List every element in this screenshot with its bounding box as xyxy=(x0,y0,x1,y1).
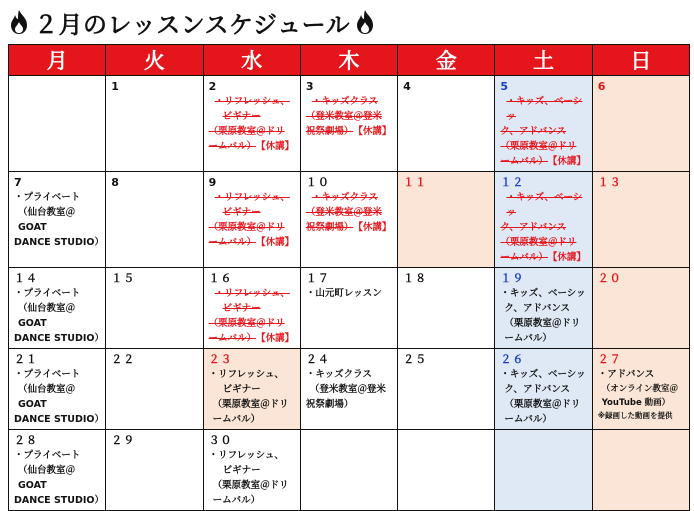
lesson-line: （仙台教室＠GOAT xyxy=(18,207,76,233)
weekday-header-row xyxy=(9,45,690,76)
lesson-line: ・プライベート xyxy=(14,450,81,461)
week-row xyxy=(9,349,690,430)
day-cell xyxy=(106,430,203,511)
day-cell xyxy=(9,268,106,349)
lesson-line: ・キッズ、ベーシッ xyxy=(506,96,583,122)
lesson-line: ・リフレッシュ、 xyxy=(214,288,290,299)
lesson-line: ームバル） xyxy=(208,237,257,248)
weekday-tue: 火 xyxy=(106,45,203,76)
lesson-line: （登米教室＠登米 xyxy=(305,111,382,122)
cancel-note: 【休講】 xyxy=(256,141,295,152)
lesson-line: （栗原教室＠ドリ xyxy=(500,237,577,248)
day-cell xyxy=(398,76,495,172)
day-number: 1 xyxy=(111,80,120,93)
lesson-line: ビギナー xyxy=(222,303,261,314)
lesson-line: ームバル） xyxy=(504,333,552,344)
day-number: １０ xyxy=(305,176,330,189)
schedule-title xyxy=(8,2,376,42)
day-number: １３ xyxy=(597,176,622,189)
day-number: １５ xyxy=(111,272,136,285)
lesson-line: ・キッズクラス xyxy=(311,192,378,203)
day-number: １８ xyxy=(403,272,428,285)
cancel-note: 【休講】 xyxy=(547,156,586,167)
cancel-note: 【休講】 xyxy=(353,126,392,137)
lesson xyxy=(14,448,104,508)
lesson-line: ・リフレッシュ、 xyxy=(214,96,290,107)
empty-day-cell xyxy=(398,430,495,511)
lesson-line: ームバル） xyxy=(212,414,261,425)
cancelled-lesson xyxy=(500,94,587,169)
lesson-line: ビギナー xyxy=(222,465,261,476)
day-number: １２ xyxy=(500,176,525,189)
lesson xyxy=(598,367,685,422)
lesson-line: YouTube 動画） xyxy=(601,398,671,408)
week-row xyxy=(9,76,690,172)
lesson-line: （仙台教室＠GOAT xyxy=(18,465,76,491)
lesson-line: （栗原教室＠ドリ xyxy=(500,141,577,152)
flame-icon xyxy=(8,9,30,35)
day-number: ２０ xyxy=(597,272,622,285)
lesson-line: ク、アドバンス xyxy=(504,303,571,314)
weekday-sat: 土 xyxy=(495,45,592,76)
day-cell xyxy=(300,76,397,172)
cancelled-lesson xyxy=(209,286,296,346)
lesson-line: ームバル） xyxy=(208,333,257,344)
day-cell xyxy=(9,172,106,268)
day-cell xyxy=(203,76,300,172)
flame-icon xyxy=(354,9,376,35)
lesson-note: ※録画した動画を提供 xyxy=(597,411,673,420)
empty-day-cell-sunday xyxy=(592,430,689,511)
lesson-line: ・キッズクラス xyxy=(311,96,378,107)
day-cell xyxy=(300,268,397,349)
lesson-line: （栗原教室＠ドリ xyxy=(208,318,285,329)
day-number: 2 xyxy=(208,80,218,93)
day-number: 9 xyxy=(208,176,218,189)
weekday-fri: 金 xyxy=(398,45,495,76)
lesson-line: DANCE STUDIO） xyxy=(14,495,104,506)
day-cell-holiday xyxy=(398,172,495,268)
day-number: ２４ xyxy=(305,353,330,366)
lesson xyxy=(14,190,104,250)
lesson-line: ・キッズ、ベーシッ xyxy=(500,288,586,299)
lesson-line: ・プライベート xyxy=(14,288,81,299)
day-number: 8 xyxy=(111,176,120,189)
cancel-note: 【休講】 xyxy=(256,237,295,248)
day-number: 7 xyxy=(14,176,23,189)
weekday-wed: 水 xyxy=(203,45,300,76)
calendar-table xyxy=(8,44,690,511)
lesson-line: ・キッズ、ベーシッ xyxy=(500,369,586,380)
day-cell xyxy=(300,349,397,430)
lesson-line: ・リフレッシュ、 xyxy=(208,369,284,380)
lesson-line: ームバル） xyxy=(504,414,552,425)
day-cell xyxy=(398,349,495,430)
lesson-line: ームバル） xyxy=(208,141,257,152)
lesson-line: ビギナー xyxy=(222,111,261,122)
day-cell-saturday xyxy=(495,172,592,268)
lesson-line: （オンライン教室＠ xyxy=(601,384,678,394)
day-number: ２５ xyxy=(403,353,428,366)
day-number: 6 xyxy=(597,80,607,93)
lesson-line: ク、アドバンス xyxy=(504,384,571,395)
lesson: ・山元町レッスン xyxy=(305,288,382,299)
lesson-line: ・アドバンス xyxy=(597,369,655,380)
day-cell xyxy=(203,268,300,349)
lesson-line: ビギナー xyxy=(222,384,261,395)
day-number: １１ xyxy=(403,176,428,189)
day-cell xyxy=(9,430,106,511)
day-cell xyxy=(203,172,300,268)
lesson-line: ームバル） xyxy=(212,495,261,506)
lesson-line: DANCE STUDIO） xyxy=(14,414,104,425)
lesson-line: ・キッズ、ベーシッ xyxy=(506,192,583,218)
lesson-line: ・リフレッシュ、 xyxy=(214,192,290,203)
lesson-line: ク、アドバンス xyxy=(500,126,567,137)
day-cell xyxy=(9,349,106,430)
cancel-note: 【休講】 xyxy=(547,252,586,263)
cancelled-lesson xyxy=(306,190,393,235)
lesson-line: ク、アドバンス xyxy=(500,222,567,233)
empty-day-cell xyxy=(9,76,106,172)
lesson xyxy=(500,367,587,427)
day-cell xyxy=(300,172,397,268)
lesson-line: ・キッズクラス xyxy=(305,369,372,380)
day-cell-sunday xyxy=(592,76,689,172)
day-number: ２１ xyxy=(14,353,38,366)
week-row xyxy=(9,430,690,511)
day-number: ２３ xyxy=(208,353,233,366)
day-cell-saturday xyxy=(495,76,592,172)
day-number: ２２ xyxy=(111,353,136,366)
lesson-line: （仙台教室＠GOAT xyxy=(18,384,76,410)
lesson-line: DANCE STUDIO） xyxy=(14,237,104,248)
week-row xyxy=(9,172,690,268)
day-cell xyxy=(106,172,203,268)
weekday-thu: 木 xyxy=(300,45,397,76)
day-cell xyxy=(106,349,203,430)
lesson-line: （登米教室＠登米 xyxy=(305,207,382,218)
day-number: ２６ xyxy=(500,353,525,366)
lesson xyxy=(209,448,296,508)
day-number: 4 xyxy=(403,80,412,93)
day-number: １４ xyxy=(14,272,38,285)
lesson-line: （仙台教室＠GOAT xyxy=(18,303,76,329)
day-cell-saturday xyxy=(495,268,592,349)
weekday-sun: 日 xyxy=(592,45,689,76)
lesson-line: （栗原教室＠ドリ xyxy=(208,222,285,233)
lesson-line: ・リフレッシュ、 xyxy=(208,450,284,461)
day-cell-sunday xyxy=(592,172,689,268)
day-number: ３０ xyxy=(208,434,233,447)
cancelled-lesson xyxy=(209,190,296,250)
day-number: 5 xyxy=(500,80,510,93)
day-number: ２８ xyxy=(14,434,38,447)
day-number: 3 xyxy=(305,80,315,93)
lesson xyxy=(500,286,587,346)
lesson xyxy=(209,367,296,427)
day-cell-holiday xyxy=(203,349,300,430)
day-cell xyxy=(398,268,495,349)
empty-day-cell-saturday xyxy=(495,430,592,511)
lesson-line: （栗原教室＠ドリ xyxy=(212,480,289,491)
day-cell xyxy=(106,76,203,172)
day-cell-saturday xyxy=(495,349,592,430)
lesson-line: ビギナー xyxy=(222,207,261,218)
day-number: １７ xyxy=(305,272,330,285)
lesson-line: ・プライベート xyxy=(14,369,81,380)
lesson xyxy=(14,367,104,427)
week-row xyxy=(9,268,690,349)
lesson-line: 祝祭劇場） xyxy=(305,399,354,410)
lesson-line: 祝祭劇場） xyxy=(305,126,354,137)
cancelled-lesson xyxy=(209,94,296,154)
cancelled-lesson xyxy=(306,94,393,139)
cancel-note: 【休講】 xyxy=(353,222,392,233)
lesson-line: ・プライベート xyxy=(14,192,81,203)
lesson-line: DANCE STUDIO） xyxy=(14,333,104,344)
day-number: ２７ xyxy=(597,353,622,366)
day-cell xyxy=(203,430,300,511)
day-cell xyxy=(106,268,203,349)
cancelled-lesson xyxy=(500,190,587,265)
lesson xyxy=(306,367,393,412)
lesson xyxy=(14,286,104,346)
weekday-mon: 月 xyxy=(9,45,106,76)
lesson-line: （栗原教室＠ドリ xyxy=(504,318,581,329)
lesson-line: ームバル） xyxy=(500,252,548,263)
lesson-line: 祝祭劇場） xyxy=(305,222,354,233)
lesson-line: （栗原教室＠ドリ xyxy=(212,399,289,410)
empty-day-cell xyxy=(300,430,397,511)
day-number: １９ xyxy=(500,272,525,285)
day-number: １６ xyxy=(208,272,233,285)
day-cell-sunday xyxy=(592,349,689,430)
page-title: ２月のレッスンスケジュール xyxy=(34,10,351,39)
lesson-line: （栗原教室＠ドリ xyxy=(504,399,581,410)
lesson-line: （登米教室＠登米 xyxy=(309,384,386,395)
day-number: ２９ xyxy=(111,434,136,447)
lesson-line: ームバル） xyxy=(500,156,548,167)
lesson-line: （栗原教室＠ドリ xyxy=(208,126,285,137)
cancel-note: 【休講】 xyxy=(256,333,295,344)
day-cell-sunday xyxy=(592,268,689,349)
